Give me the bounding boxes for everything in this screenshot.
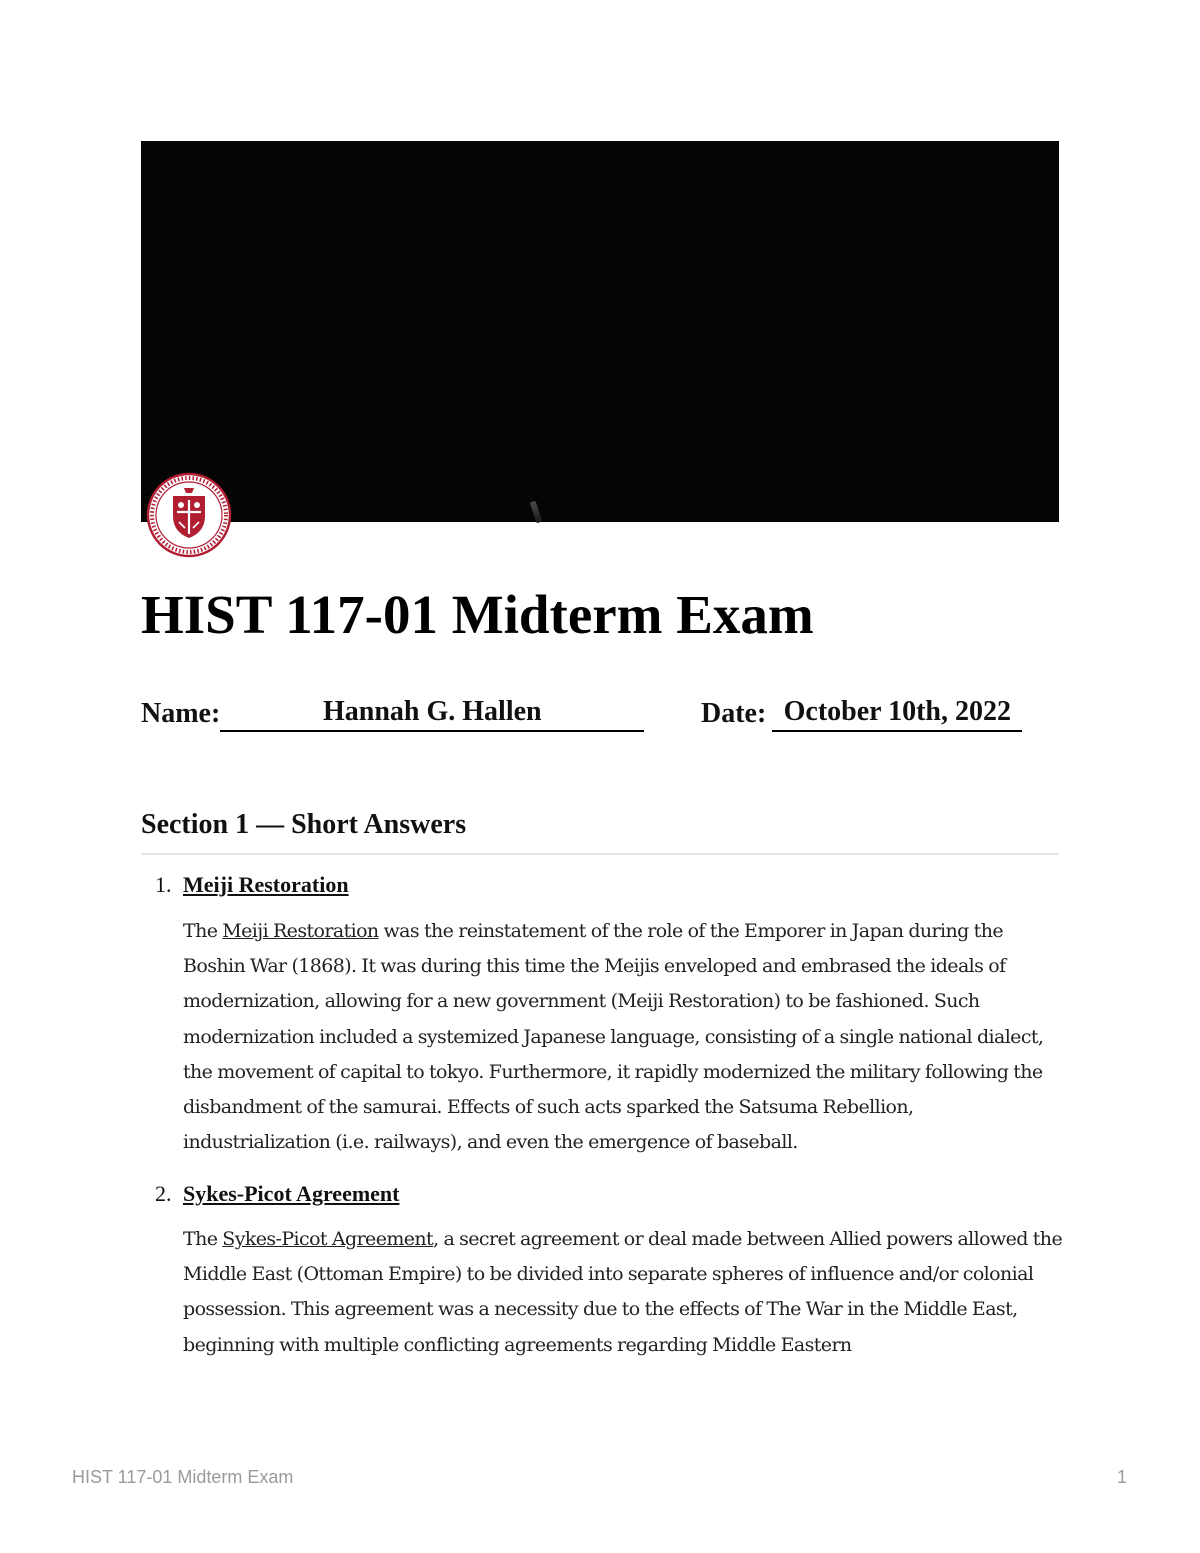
university-seal-icon <box>146 472 232 558</box>
list-item-number: 1. <box>155 872 172 897</box>
banner-light-streak <box>530 501 543 524</box>
list-item-body <box>183 1222 1063 1363</box>
date-label: Date: <box>701 698 767 729</box>
footer-title: HIST 117-01 Midterm Exam <box>72 1467 294 1487</box>
header-banner-image <box>141 141 1059 522</box>
name-label: Name: <box>141 698 221 729</box>
list-item-heading <box>155 1180 400 1208</box>
date-field-row <box>701 694 1022 732</box>
body-prefix: The <box>183 1228 223 1250</box>
name-value: Hannah G. Hallen <box>220 694 644 732</box>
list-item-title: Meiji Restoration <box>183 872 349 897</box>
section-heading: Section 1 — Short Answers <box>141 809 467 840</box>
body-prefix: The <box>183 920 223 942</box>
body-term: Sykes-Picot Agreement <box>222 1228 434 1250</box>
body-text: , a secret agreement or deal made between Allied powers allowed the Middle East (Ottoman Empire) to be divided into separate spheres of influence and/or colonial possession. This agreement was a necessity due to the effects of The War in the Middle East, beginning with multiple conflicting agreements regarding Middle Eastern <box>183 1228 1063 1356</box>
body-text: was the reinstatement of the role of the Emporer in Japan during the Boshin War (1868). It was during this time the Meijis enveloped and embrased the ideals of modernization, allowing for a new government (Meiji Restoration) to be fashioned. Such modernization included a systemized Japanese language, consisting of a single national dialect, the movement of capital to tokyo. Furthermore, it rapidly modernized the military following the disbandment of the samurai. Effects of such acts sparked the Satsuma Rebellion, industrialization (i.e. railways), and even the emergence of baseball. <box>183 920 1044 1154</box>
list-item-body <box>183 914 1063 1160</box>
list-item-number: 2. <box>155 1181 172 1206</box>
list-item-heading <box>155 871 349 899</box>
list-item-title: Sykes-Picot Agreement <box>183 1181 400 1206</box>
footer-page-number: 1 <box>1117 1467 1128 1487</box>
section-divider <box>141 853 1059 855</box>
page-title: HIST 117-01 Midterm Exam <box>141 584 814 645</box>
date-value: October 10th, 2022 <box>772 694 1022 732</box>
name-field-row <box>141 694 644 732</box>
body-term: Meiji Restoration <box>222 920 379 942</box>
